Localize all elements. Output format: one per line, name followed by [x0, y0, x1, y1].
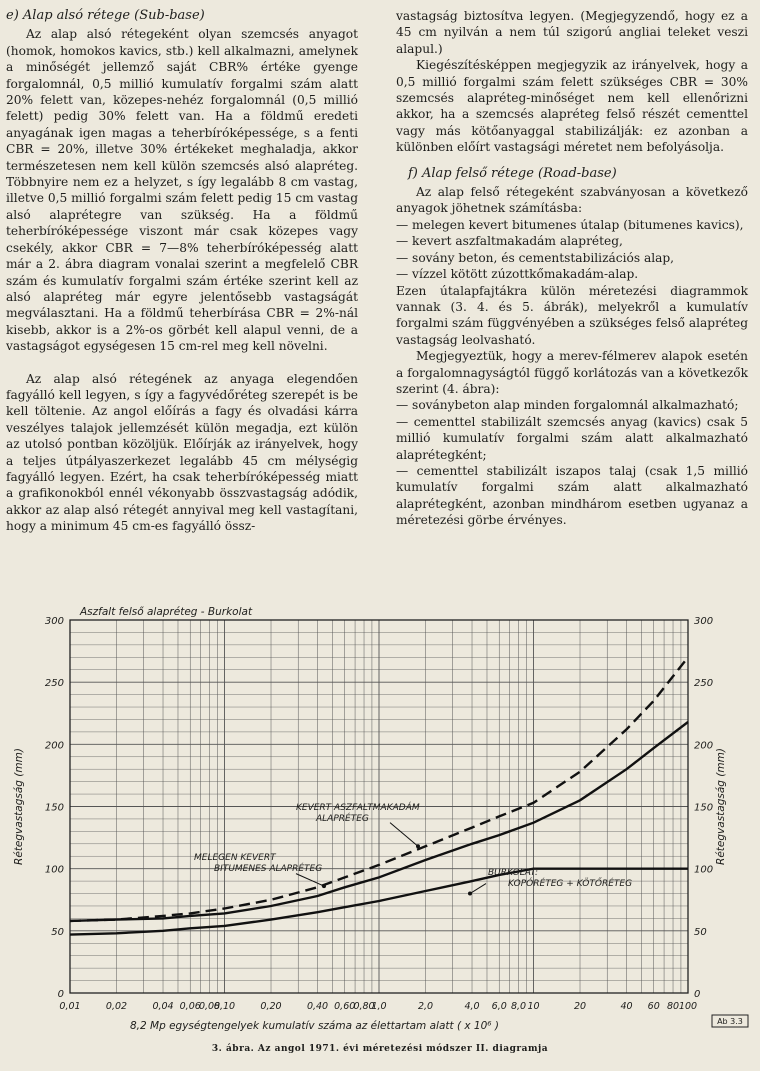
curve-label: ALAPRÉTEG — [316, 814, 369, 825]
y-tick-label-left: 100 — [44, 864, 64, 876]
paragraph: Az alap felső rétegeként szabványosan a következő anyagok jöhetnek számításba: — [396, 185, 748, 216]
x-tick-label: 0,40 — [306, 1001, 329, 1012]
x-tick-label: 60 — [647, 1001, 660, 1012]
curve-label: BITUMENES ALAPRÉTEG — [214, 863, 323, 874]
y-tick-label-right: 200 — [694, 740, 714, 752]
x-tick-label: 8,0 — [510, 1001, 527, 1012]
y-tick-label-right: 300 — [694, 616, 714, 627]
y-tick-label-right: 150 — [694, 802, 714, 814]
curve-label: BURKOLAT: — [488, 867, 538, 878]
list-item: — sovány beton, és cementstabilizációs alap, — [396, 250, 675, 265]
y-tick-label-left: 200 — [44, 740, 64, 752]
list-item: — cementtel stabilizált iszapos talaj (csak 1,5 millió kumulatív forgalmi szám alatt alkalmazható alaprétegként, azonban mindhárom esetben ugyanaz a méretezési görbe érvényes. — [396, 463, 748, 528]
y-tick-label-right: 50 — [694, 926, 707, 938]
x-axis-label: 8,2 Mp egységtengelyek kumulatív száma az élettartam alatt ( x 10⁶ ) — [130, 1020, 499, 1032]
label-leader — [390, 823, 418, 847]
x-tick-label: 0,04 — [152, 1001, 174, 1012]
y-tick-label-right: 250 — [694, 678, 714, 690]
chart-title: Aszfalt felső alapréteg - Burkolat — [80, 606, 253, 618]
list-item: — cementtel stabilizált szemcsés anyag (kavics) csak 5 millió kumulatív forgalmi szám alatt alkalmazható alaprétegként; — [396, 414, 748, 462]
curve-label: KEVERT ASZFALTMAKADÁM — [296, 803, 420, 814]
x-tick-label: 40 — [620, 1001, 633, 1012]
right-column — [396, 8, 748, 529]
y-tick-label-left: 50 — [51, 926, 64, 938]
label-leader-arrow — [468, 892, 472, 896]
list-item: — kevert aszfaltmakadám alapréteg, — [396, 234, 623, 249]
curve-label: KOPÓRÉTEG + KÖTŐRÉTEG — [508, 878, 633, 889]
x-tick-label: 20 — [573, 1001, 587, 1012]
y-axis-label-left: Rétegvastagság (mm) — [13, 748, 25, 865]
x-tick-label: 0,10 — [213, 1001, 236, 1012]
label-leader-arrow — [322, 884, 326, 888]
x-tick-label: 0,02 — [105, 1001, 128, 1012]
curve-label: MELEGEN KEVERT — [194, 852, 276, 863]
x-tick-label: 0,01 — [59, 1001, 81, 1012]
figure-caption: 3. ábra. Az angol 1971. évi méretezési módszer II. diagramja — [211, 1044, 549, 1054]
paragraph: Megjegyeztük, hogy a merev-félmerev alapok esetén a forgalomnagyságtól függő korlátozás van a következők szerint (4. ábra): — [396, 349, 748, 396]
label-leader — [470, 884, 486, 894]
x-tick-label: 0,06 — [179, 1001, 201, 1012]
x-tick-label: 80 — [666, 1001, 680, 1012]
section-heading-subbase: e) Alap alsó rétege (Sub-base) — [6, 8, 205, 23]
figure-badge: Ab 3.3 — [717, 1017, 743, 1026]
x-tick-label: 100 — [678, 1001, 698, 1012]
y-tick-label-right: 0 — [694, 989, 701, 1000]
list-item: — melegen kevert bitumenes útalap (bitumenes kavics), — [396, 217, 744, 232]
x-tick-label: 0,20 — [260, 1001, 282, 1012]
section-heading-roadbase: f) Alap felső rétege (Road-base) — [408, 165, 617, 181]
paragraph: Az alap alsó rétegeként olyan szemcsés anyagot (homok, homokos kavics, stb.) kell alkalmazni, amelynek a minőségét jellemző saját CBR% értéke gyenge forgalomnál, 0,5 millió kumulatív forgalmi szám alatt 20% felett van, közepes-nehéz forgalomnál (0,5 millió felett) pedig 30% felett van. Ha a földmű eredeti anyagának igen magas a teherbíróképessége, s a fenti CBR = 20%, illetve 30% értékeket meghaladja, akkor természetesen nem kell külön szemcsés alsó alapréteg. Többnyire nem ez a helyzet, s így legalább 8 cm vastag, illetve 0,5 millió forgalmi szám felett pedig 15 cm vastag alsó alaprétegre van szükség. Ha a földmű teherbíróképessége viszont már csak közepes vagy csekély, akkor CBR = 7—8% teherbíróképesség alatt már a 2. ábra diagram vonalai szerint a megfelelő CBR szám és kumulatív forgalmi szám értéke szerint kell az alsó alapréteg már egyre jelentősebb vastagságát megválasztani. Ha a földmű teherbírása CBR = 2%-nál kisebb, akkor is a 2%-os görbét kell alapul venni, de a vastagságot egységesen 15 cm-rel meg kell növelni. — [6, 27, 358, 354]
x-tick-label: 2,0 — [417, 1001, 434, 1012]
left-column — [6, 8, 358, 535]
x-tick-label: 1,0 — [371, 1001, 387, 1012]
y-tick-label-left: 300 — [44, 616, 64, 627]
x-tick-label: 0,80 — [353, 1001, 375, 1012]
x-tick-label: 4,0 — [464, 1001, 480, 1012]
list-item: — vízzel kötött zúzottkőmakadám-alap. — [396, 267, 639, 282]
thickness-chart — [0, 598, 760, 1038]
x-tick-label: 10 — [527, 1001, 540, 1012]
y-tick-label-left: 0 — [57, 989, 64, 1000]
list-item: — soványbeton alap minden forgalomnál alkalmazható; — [396, 398, 739, 413]
y-tick-label-right: 100 — [694, 864, 714, 876]
x-tick-label: 0,08 — [198, 1001, 221, 1012]
paragraph: Az alap alsó rétegének az anyaga elegendően fagyálló kell legyen, s így a fagyvédőréteg szerepét is be kell töltenie. Az angol előírás a fagy és olvadási kárra veszélyes talajok jellemzését külön megadja, ezt külön az utolsó pontban közöljük. Előírják az irányelvek, hogy a teljes útpályaszerkezet legalább 45 cm mélységig fagyálló legyen. Ezért, ha csak teherbíróképesség miatt a grafikonokból ennél vékonyabb összvastagság adódik, akkor az alap alsó rétegét annyival meg kell vastagítani, hogy a minimum 45 cm-es fagyálló össz- — [6, 371, 358, 534]
paragraph: Ezen útalapfajtákra külön méretezési diagrammok vannak (3. 4. és 5. ábrák), melyekről a kumulatív forgalmi szám függvényében a szükséges felső alapréteg vastagság leolvasható. — [396, 283, 749, 347]
paragraph: Kiegészítésképpen megjegyzik az irányelvek, hogy a 0,5 millió forgalmi szám felett szükséges CBR = 30% szemcsés alapréteg-minőséget nem kell ellenőrizni akkor, ha a szemcsés alapréteg felső részét cementtel vagy más kötőanyaggal stabilizálják: ez azonban a különben előírt vastagsági méretet nem befolyásolja. — [396, 58, 748, 155]
x-tick-label: 6,0 — [491, 1001, 507, 1012]
x-tick-label: 0,60 — [334, 1001, 356, 1012]
y-tick-label-left: 150 — [44, 802, 64, 814]
label-leader-arrow — [416, 844, 420, 848]
y-axis-label-right: Rétegvastagság (mm) — [715, 748, 727, 865]
label-leader — [296, 874, 324, 886]
y-tick-label-left: 250 — [44, 678, 64, 690]
paragraph: vastagság biztosítva legyen. (Megjegyzendő, hogy ez a 45 cm nyilván a nem túl szigorú angliai teleket veszi alapul.) — [396, 9, 748, 56]
